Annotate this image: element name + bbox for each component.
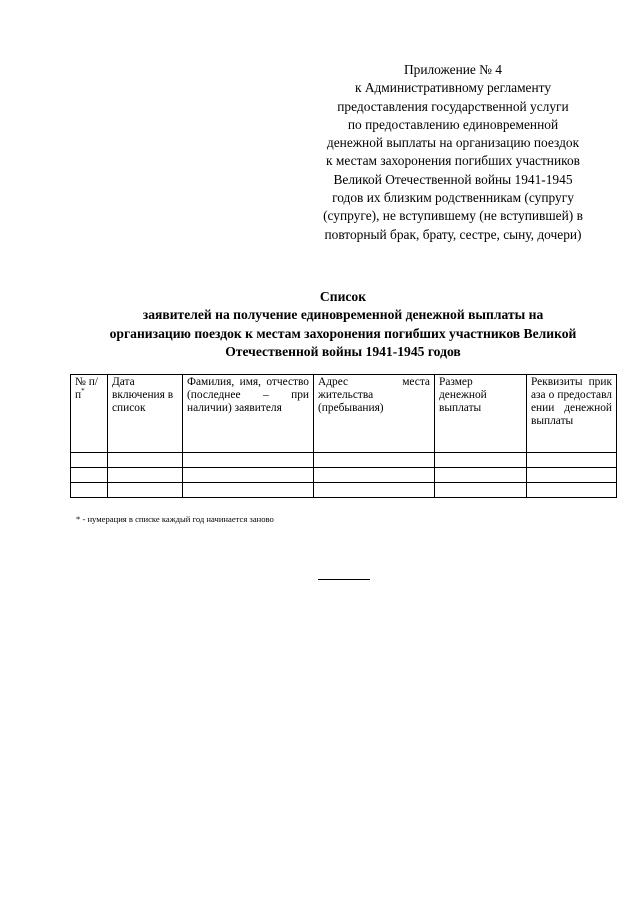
- footnote: * - нумерация в списке каждый год начинается заново: [76, 514, 274, 524]
- table-cell: [183, 453, 314, 468]
- table-cell: [108, 483, 183, 498]
- table-cell: [527, 453, 617, 468]
- appendix-line: годов их близким родственникам (супругу: [332, 190, 574, 206]
- header-cell-number: № п/п*: [71, 375, 108, 453]
- header-cell-name: Фамилия, имя, отчество (последнее – при наличии) заявителя: [183, 375, 314, 453]
- applicants-table: [70, 374, 617, 498]
- appendix-line: по предоставлению единовременной: [347, 116, 559, 132]
- header-cell-address: Адрес места жительства (пребывания): [314, 375, 435, 453]
- document-title: [60, 288, 626, 361]
- table-cell: [183, 483, 314, 498]
- table-cell: [314, 483, 435, 498]
- title-heading: Список: [319, 289, 367, 304]
- appendix-line: (супруге), не вступившему (не вступившей) в: [323, 208, 583, 224]
- table-cell: [71, 453, 108, 468]
- table-cell: [108, 453, 183, 468]
- appendix-line: к Административному регламенту: [354, 80, 552, 96]
- header-cell-amount: Размер денежной выплаты: [435, 375, 527, 453]
- table-cell: [527, 483, 617, 498]
- appendix-line: повторный брак, брату, сестре, сыну, дочери): [324, 226, 582, 242]
- appendix-line: денежной выплаты на организацию поездок: [326, 135, 580, 151]
- appendix-line: предоставления государственной услуги: [337, 98, 569, 114]
- table-cell: [108, 468, 183, 483]
- appendix-line: Великой Отечественной войны 1941-1945: [333, 171, 573, 187]
- table-cell: [435, 468, 527, 483]
- table-cell: [314, 453, 435, 468]
- table-cell: [71, 483, 108, 498]
- table-cell: [527, 468, 617, 483]
- table-row: [71, 468, 617, 483]
- table-row: [71, 483, 617, 498]
- title-line: организацию поездок к местам захоронения погибших участников Великой: [109, 325, 577, 341]
- table-header-row: [71, 375, 617, 453]
- header-cell-date: Дата включения в список: [108, 375, 183, 453]
- table-cell: [314, 468, 435, 483]
- footnote-mark: *: [81, 387, 85, 396]
- table-cell: [71, 468, 108, 483]
- table-cell: [435, 453, 527, 468]
- appendix-line: к местам захоронения погибших участников: [326, 153, 580, 169]
- title-line: Отечественной войны 1941-1945 годов: [225, 343, 461, 359]
- appendix-line: Приложение № 4: [403, 62, 503, 77]
- appendix-header: [300, 61, 606, 244]
- table-cell: [183, 468, 314, 483]
- closing-rule: [318, 579, 370, 580]
- header-cell-order: Реквизиты приказа о предоставлении денежной выплаты: [527, 375, 617, 453]
- table-cell: [435, 483, 527, 498]
- title-line: заявителей на получение единовременной денежной выплаты на: [142, 307, 544, 323]
- table-row: [71, 453, 617, 468]
